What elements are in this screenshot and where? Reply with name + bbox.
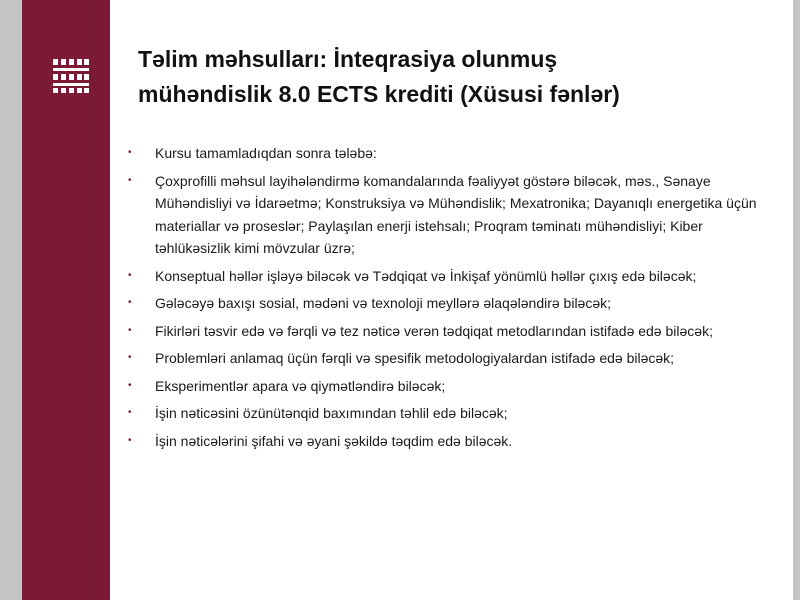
list-item — [128, 292, 766, 315]
list-item — [128, 265, 766, 288]
slide-title — [138, 42, 778, 111]
list-item — [128, 320, 766, 343]
bullet-icon: • — [128, 324, 132, 336]
bullet-icon: • — [128, 269, 132, 281]
bullet-icon: • — [128, 147, 132, 158]
right-gray-band — [793, 0, 800, 600]
bullet-icon: • — [128, 352, 132, 363]
list-item-text: Eksperimentlər apara və qiymətləndirə biləcək; — [155, 377, 446, 394]
list-item-text: Problemləri anlamaq üçün fərqli və spesifik metodologiyalardan istifadə edə biləcək; — [155, 350, 675, 366]
list-item-text: İşin nəticəsini özünütənqid baxımından təhlil edə biləcək; — [155, 405, 508, 421]
list-item — [128, 402, 766, 425]
learning-outcomes-list — [128, 142, 766, 457]
bullet-icon: • — [128, 434, 132, 446]
list-item — [128, 430, 766, 453]
list-item — [128, 170, 766, 260]
list-item-text: Gələcəyə baxışı sosial, mədəni və texnoloji meyllərə əlaqələndirə biləcək; — [155, 295, 612, 311]
slide-title-line-1: Təlim məhsulları: İnteqrasiya olunmuş — [138, 46, 558, 72]
list-item — [128, 142, 766, 165]
bullet-icon: • — [128, 297, 132, 308]
bullet-icon: • — [128, 174, 132, 186]
bullet-icon: • — [128, 379, 132, 391]
grid-logo-icon — [52, 58, 90, 94]
bullet-icon: • — [128, 407, 132, 418]
list-item-text: Fikirləri təsvir edə və fərqli və tez nəticə verən tədqiqat metodlarından istifadə edə biləcək; — [155, 322, 713, 339]
list-item — [128, 375, 766, 398]
list-item-text: İşin nəticələrini şifahi və əyani şəkildə təqdim edə biləcək. — [155, 432, 513, 449]
list-item — [128, 347, 766, 370]
left-gray-band — [0, 0, 22, 600]
list-item-text: Çoxprofilli məhsul layihələndirmə komandalarında fəaliyyət göstərə biləcək, məs., Sənaye Mühəndisliyi və İdarəetmə; Konstruksiya və Mühəndislik; Mexatronika; Dayanıqlı energetika üçün materiallar və proseslər; Paylaşılan enerji istehsalı; Proqram təminatı mühəndisliyi; Kiber təhlükəsizlik kimi mövzular üzrə; — [155, 172, 757, 256]
list-item-text: Kursu tamamladıqdan sonra tələbə: — [155, 145, 377, 161]
list-item-text: Konseptual həllər işləyə biləcək və Tədqiqat və İnkişaf yönümlü həllər çıxış edə biləcək; — [155, 267, 697, 284]
slide-title-line-2: mühəndislik 8.0 ECTS krediti (Xüsusi fənlər) — [138, 80, 620, 107]
